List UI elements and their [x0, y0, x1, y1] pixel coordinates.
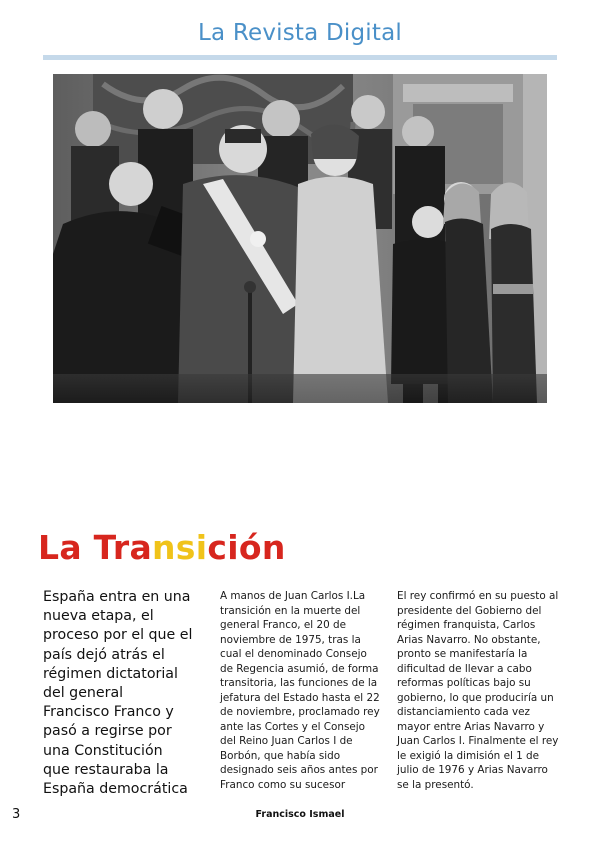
- headline-part-2: nsi: [152, 528, 208, 567]
- article-lead: España entra en una nueva etapa, el proceso por el que el país dejó atrás el régimen dictatorial del general Francisco Franco y pasó a regirse por una Constitución que restauraba la España democrática: [43, 589, 193, 798]
- photo-king-juan-carlos-proclamation: [53, 74, 547, 403]
- article-column-2: A manos de Juan Carlos I.La transición en la muerte del general Franco, el 20 de noviembre de 1975, tras la cual el denominado Consejo de Regencia asumió, de forma transitoria, las funciones de la jefatura del Estado hasta el 22 de noviembre, proclamado rey ante las Cortes y el Consejo del Reino Juan Carlos I de Borbón, que había sido designado seis años antes por Franco como su sucesor: [220, 590, 380, 791]
- page-number: 3: [12, 807, 21, 822]
- magazine-title: La Revista Digital: [198, 20, 402, 46]
- article-column-3: El rey confirmó en su puesto al presidente del Gobierno del régimen franquista, Carlos Arias Navarro. No obstante, pronto se manifestaría la dificultad de llevar a cabo reformas políticas bajo su gobierno, lo que produciría un distanciamiento cada vez mayor entre Arias Navarro y Juan Carlos I. Finalmente el rey le exigió la dimisión el 1 de julio de 1976 y Arias Navarro se la presentó.: [397, 590, 559, 791]
- headline-part-3: ción: [207, 528, 286, 567]
- author-name: Francisco Ismael: [255, 809, 345, 820]
- article-headline: [38, 528, 286, 567]
- header-divider: [43, 55, 557, 60]
- article-photo: [53, 74, 547, 403]
- headline-part-1: La Tra: [38, 528, 153, 567]
